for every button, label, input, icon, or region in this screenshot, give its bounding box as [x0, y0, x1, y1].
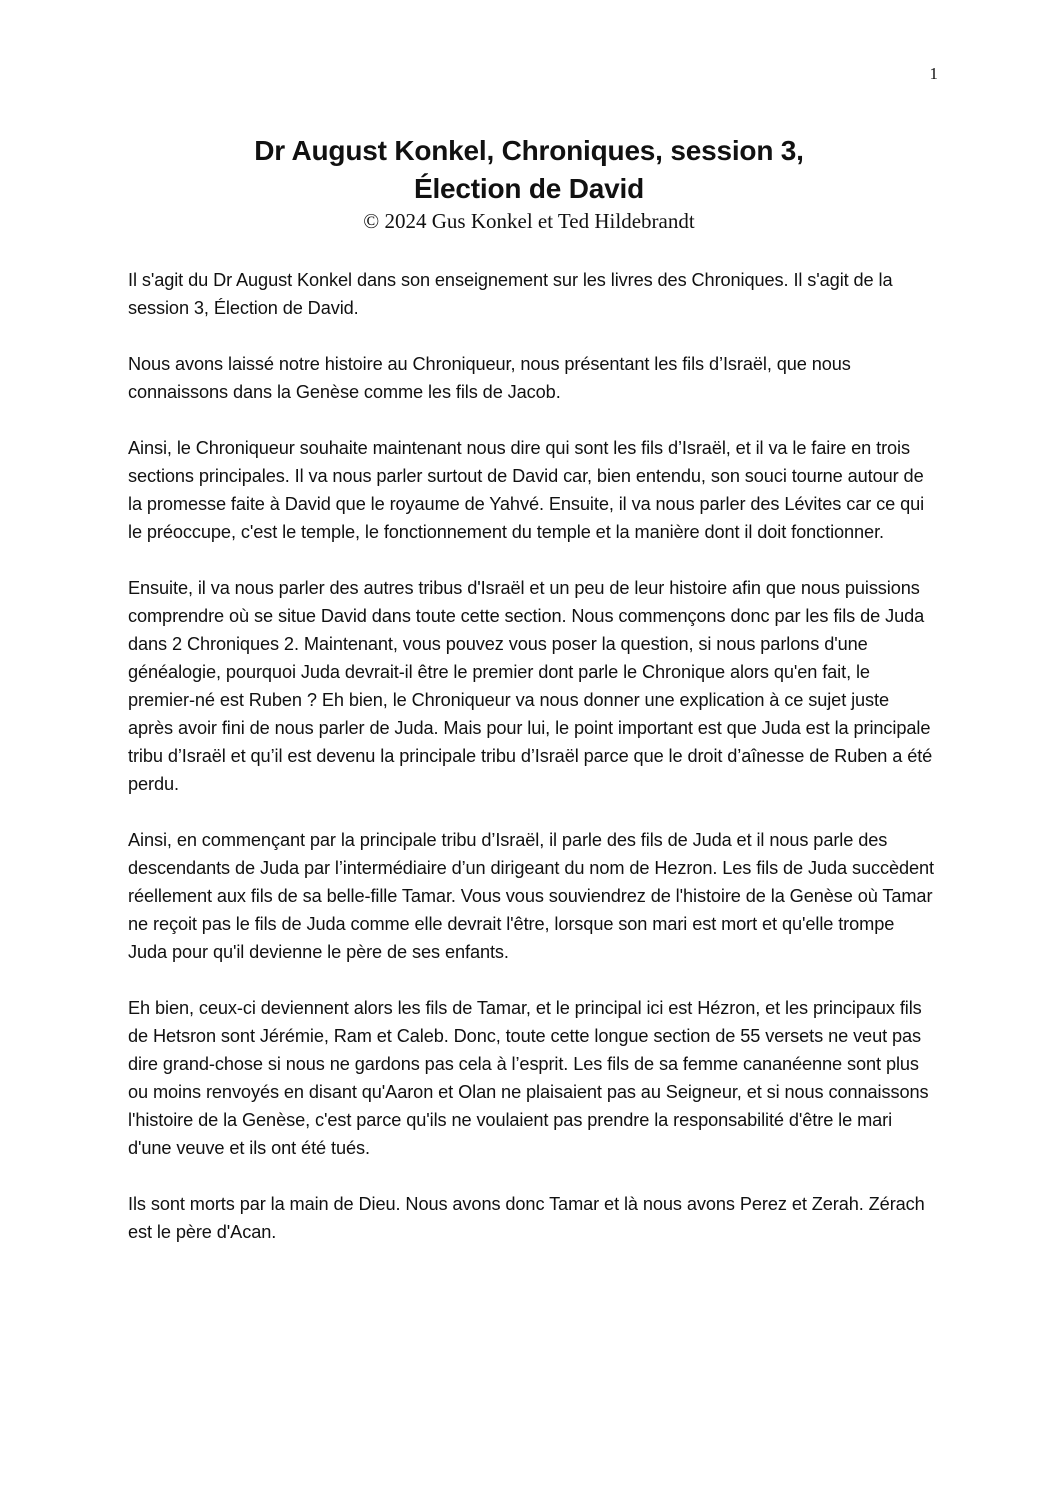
- paragraph: Ainsi, en commençant par la principale tribu d’Israël, il parle des fils de Juda et il nous parle des descendants de Juda par l’intermédiaire d’un dirigeant du nom de Hezron. Les fils de Juda succèdent réellement aux fils de sa belle-fille Tamar. Vous vous souviendrez de l'histoire de la Genèse où Tamar ne reçoit pas le fils de Juda comme elle devrait l'être, lorsque son mari est mort et qu'elle trompe Juda pour qu'il devienne le père de ses enfants.: [128, 830, 935, 962]
- paragraph: Ainsi, le Chroniqueur souhaite maintenant nous dire qui sont les fils d’Israël, et il va le faire en trois sections principales. Il va nous parler surtout de David car, bien entendu, son souci tourne autour de la promesse faite à David que le royaume de Yahvé. Ensuite, il va nous parler des Lévites car ce qui le préoccupe, c'est le temple, le fonctionnement du temple et la manière dont il doit fonctionner.: [128, 438, 925, 542]
- copyright-notice: © 2024 Gus Konkel et Ted Hildebrandt: [363, 209, 695, 233]
- document-body: [128, 266, 938, 1274]
- document-title-line-2: Élection de David: [414, 173, 644, 204]
- paragraph: Eh bien, ceux-ci deviennent alors les fils de Tamar, et le principal ici est Hézron, et les principaux fils de Hetsron sont Jérémie, Ram et Caleb. Donc, toute cette longue section de 55 versets ne veut pas dire grand-chose si nous ne gardons pas cela à l’esprit. Les fils de sa femme cananéenne sont plus ou moins renvoyés en disant qu'Aaron et Olan ne plaisaient pas au Seigneur, et si nous connaissons l'histoire de la Genèse, c'est parce qu'ils ne voulaient pas prendre la responsabilité d'être le mari d'une veuve et ils ont été tués.: [128, 998, 929, 1158]
- document-header: [100, 132, 958, 234]
- paragraph: Ensuite, il va nous parler des autres tribus d'Israël et un peu de leur histoire afin que nous puissions comprendre où se situe David dans toute cette section. Nous commençons donc par les fils de Juda dans 2 Chroniques 2. Maintenant, vous pouvez vous poser la question, si nous parlons d'une généalogie, pourquoi Juda devrait-il être le premier dont parle le Chronique alors qu'en fait, le premier-né est Ruben ? Eh bien, le Chroniqueur va nous donner une explication à ce sujet juste après avoir fini de nous parler de Juda. Mais pour lui, le point important est que Juda est la principale tribu d’Israël et qu’il est devenu la principale tribu d’Israël parce que le droit d’aînesse de Ruben a été perdu.: [128, 578, 933, 794]
- paragraph: Ils sont morts par la main de Dieu. Nous avons donc Tamar et là nous avons Perez et Zerah. Zérach est le père d'Acan.: [128, 1194, 925, 1242]
- page-number: 1: [929, 64, 938, 83]
- document-title-line-1: Dr August Konkel, Chroniques, session 3,: [254, 135, 804, 166]
- paragraph: Il s'agit du Dr August Konkel dans son enseignement sur les livres des Chroniques. Il s'agit de la session 3, Élection de David.: [128, 270, 893, 318]
- paragraph: Nous avons laissé notre histoire au Chroniqueur, nous présentant les fils d’Israël, que nous connaissons dans la Genèse comme les fils de Jacob.: [128, 354, 851, 402]
